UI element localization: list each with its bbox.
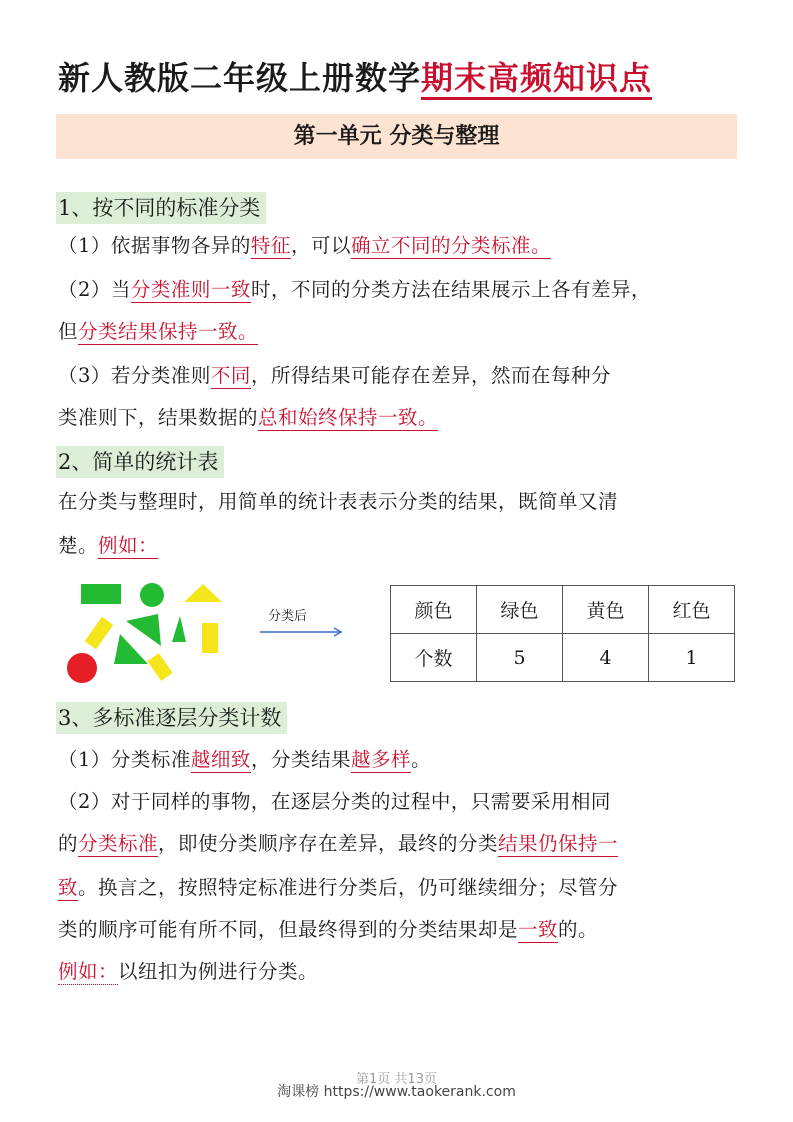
s1-line-5 xyxy=(58,402,438,434)
s3-line-1 xyxy=(58,744,431,776)
highlight-text: 总和始终保持一致。 xyxy=(258,406,439,429)
table-row-label: 个数 xyxy=(391,634,477,682)
s2-line-2 xyxy=(58,530,158,562)
text: （1）依据事物各异的 xyxy=(58,234,251,257)
highlight-text: 特征 xyxy=(250,234,291,257)
highlight-text: 分类准则一致 xyxy=(130,278,251,301)
table-header-row xyxy=(391,586,735,634)
text: 的。 xyxy=(558,918,599,941)
s3-line-6 xyxy=(58,956,318,988)
highlight-text: 越多样 xyxy=(350,748,411,771)
table-header-cell: 黄色 xyxy=(563,586,649,634)
highlight-text: 分类标准 xyxy=(78,832,159,855)
yellow-rectangle xyxy=(85,617,114,650)
text: （3）若分类准则 xyxy=(58,364,211,387)
highlight-text: 结果仍保持一 xyxy=(498,832,619,855)
yellow-triangle xyxy=(184,584,222,602)
s3-line-3 xyxy=(58,828,618,860)
text: （1）分类标准 xyxy=(58,748,191,771)
highlight-text: 例如： xyxy=(98,534,159,557)
green-rectangle xyxy=(81,584,121,604)
s3-line-2: （2）对于同样的事物，在逐层分类的过程中，只需要采用相同 xyxy=(58,790,611,813)
table-cell: 1 xyxy=(649,634,735,682)
table-header-cell: 红色 xyxy=(649,586,735,634)
table-header-cell: 绿色 xyxy=(477,586,563,634)
text: （2）当 xyxy=(58,278,131,301)
shapes-illustration xyxy=(58,576,243,684)
s2-line-1: 在分类与整理时，用简单的统计表表示分类的结果，既简单又清 xyxy=(58,490,619,513)
s3-line-4 xyxy=(58,872,618,904)
text: 的 xyxy=(58,832,79,855)
watermark-link[interactable]: 淘课榜 https://www.taokerank.com xyxy=(277,1084,516,1100)
stats-table xyxy=(390,585,735,682)
s1-line-2 xyxy=(58,274,651,306)
arrow-right-icon xyxy=(258,625,348,639)
table-header-cell: 颜色 xyxy=(391,586,477,634)
s3-line-5 xyxy=(58,914,598,946)
green-circle xyxy=(140,583,164,607)
text: 时，不同的分类方法在结果展示上各有差异， xyxy=(250,278,651,301)
highlight-text: 不同 xyxy=(210,364,251,387)
table-cell: 4 xyxy=(563,634,649,682)
page-footer xyxy=(0,1068,793,1101)
green-triangle xyxy=(126,614,161,646)
text: ，分类结果 xyxy=(250,748,351,771)
arrow-label: 分类后 xyxy=(268,609,308,624)
page-number: 第1页 共13页 xyxy=(356,1072,437,1087)
text: ，即使分类顺序存在差异，最终的分类 xyxy=(158,832,499,855)
text: ，可以 xyxy=(290,234,351,257)
s1-line-3 xyxy=(58,316,258,348)
section-3-heading: 3、多标准逐层分类计数 xyxy=(56,702,287,734)
s1-line-1 xyxy=(58,230,551,262)
text: 但 xyxy=(58,320,79,343)
classify-arrow xyxy=(258,610,348,640)
text: 类准则下，结果数据的 xyxy=(58,406,259,429)
green-triangle xyxy=(172,616,186,642)
title-highlight: 期末高频知识点 xyxy=(421,59,652,100)
text: ，所得结果可能存在差异，然而在每种分 xyxy=(250,364,611,387)
text: 楚。 xyxy=(58,534,99,557)
text: 。换言之，按照特定标准进行分类后，仍可继续细分；尽管分 xyxy=(78,876,619,899)
text: 。 xyxy=(410,748,431,771)
highlight-text: 一致 xyxy=(518,918,559,941)
red-circle xyxy=(67,653,97,683)
table-cell: 5 xyxy=(477,634,563,682)
highlight-text: 分类结果保持一致。 xyxy=(78,320,259,343)
page-title xyxy=(58,50,748,106)
unit-title: 第一单元 分类与整理 xyxy=(56,114,737,159)
yellow-rectangle xyxy=(147,653,172,681)
text: 类的顺序可能有所不同，但最终得到的分类结果却是 xyxy=(58,918,519,941)
text: 以纽扣为例进行分类。 xyxy=(118,960,319,983)
section-1-heading: 1、按不同的标准分类 xyxy=(56,192,266,224)
highlight-text: 越细致 xyxy=(190,748,251,771)
highlight-text: 确立不同的分类标准。 xyxy=(350,234,551,257)
table-row xyxy=(391,634,735,682)
highlight-text: 致 xyxy=(58,876,79,899)
section-2-heading: 2、简单的统计表 xyxy=(56,446,224,478)
s1-line-4 xyxy=(58,360,611,392)
highlight-text: 例如： xyxy=(58,960,119,983)
title-main: 新人教版二年级上册数学 xyxy=(58,59,422,97)
green-triangle xyxy=(114,634,148,664)
yellow-rectangle xyxy=(202,623,218,653)
